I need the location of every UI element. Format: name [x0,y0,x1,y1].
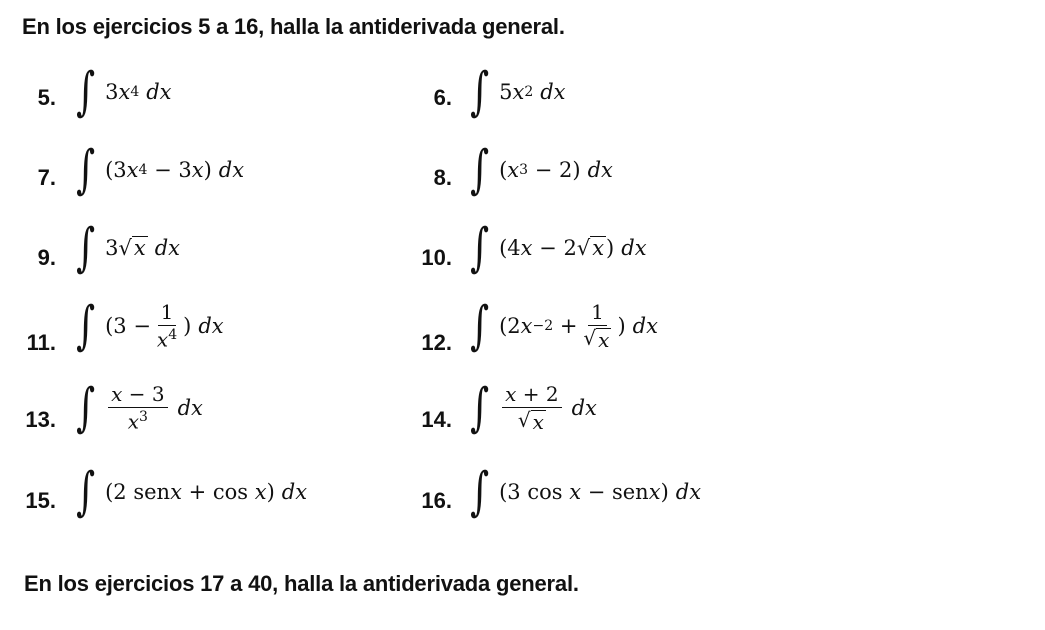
exercise-number-11: 11. [26,330,56,355]
integral-sign-icon: ∫ [470,462,490,522]
integral-sign-icon: ∫ [470,62,490,122]
section-heading-5-16: En los ejercicios 5 a 16, halla la antiderivada general. [22,14,565,39]
integral-sign-icon: ∫ [76,62,96,122]
exercise-9-integral: ∫ 3 √ x dx [76,218,180,278]
integral-sign-icon: ∫ [76,462,96,522]
integral-sign-icon: ∫ [76,140,96,200]
exercise-5-integral: ∫ 3 x 4 dx [76,62,172,122]
exercise-number-7: 7. [37,165,56,190]
exercise-number-6: 6. [433,85,452,110]
integral-sign-icon: ∫ [76,296,96,356]
exercise-number-16: 16. [421,488,452,513]
integral-sign-icon: ∫ [470,378,490,438]
exercise-number-12: 12. [421,330,452,355]
exercise-16-integral: ∫ (3 cos x − sen x ) dx [470,462,702,522]
integral-sign-icon: ∫ [470,296,490,356]
integral-sign-icon: ∫ [470,140,490,200]
exercise-6-integral: ∫ 5 x 2 dx [470,62,566,122]
exercise-number-8: 8. [433,165,452,190]
exercise-number-10: 10. [421,245,452,270]
exercise-number-5: 5. [37,85,56,110]
exercise-number-9: 9. [37,245,56,270]
exercise-10-integral: ∫ (4 x − 2 √ x ) dx [470,218,647,278]
exercise-13-integral: ∫ $\frac{x - 3}{x^3}$ dx [76,378,203,438]
exercise-7-integral: ∫ (3 x 4 − 3 x ) dx [76,140,245,200]
exercise-11-integral: ∫ (3 − $\frac{1}{x^4}$ ) dx [76,296,224,356]
exercise-8-integral: ∫ ( x 3 − 2) dx [470,140,613,200]
exercise-15-integral: ∫ (2 sen x + cos x ) dx [76,462,308,522]
integral-sign-icon: ∫ [76,378,96,438]
exercise-number-15: 15. [25,488,56,513]
exercise-14-integral: ∫ x + 2 √ x dx [470,378,597,438]
section-heading-17-40: En los ejercicios 17 a 40, halla la antiderivada general. [24,571,579,596]
exercise-number-14: 14. [421,407,452,432]
integral-sign-icon: ∫ [470,218,490,278]
exercise-12-integral: ∫ (2 x −2 + 1 √ x ) dx [470,296,658,356]
integral-sign-icon: ∫ [76,218,96,278]
exercise-number-13: 13. [25,407,56,432]
